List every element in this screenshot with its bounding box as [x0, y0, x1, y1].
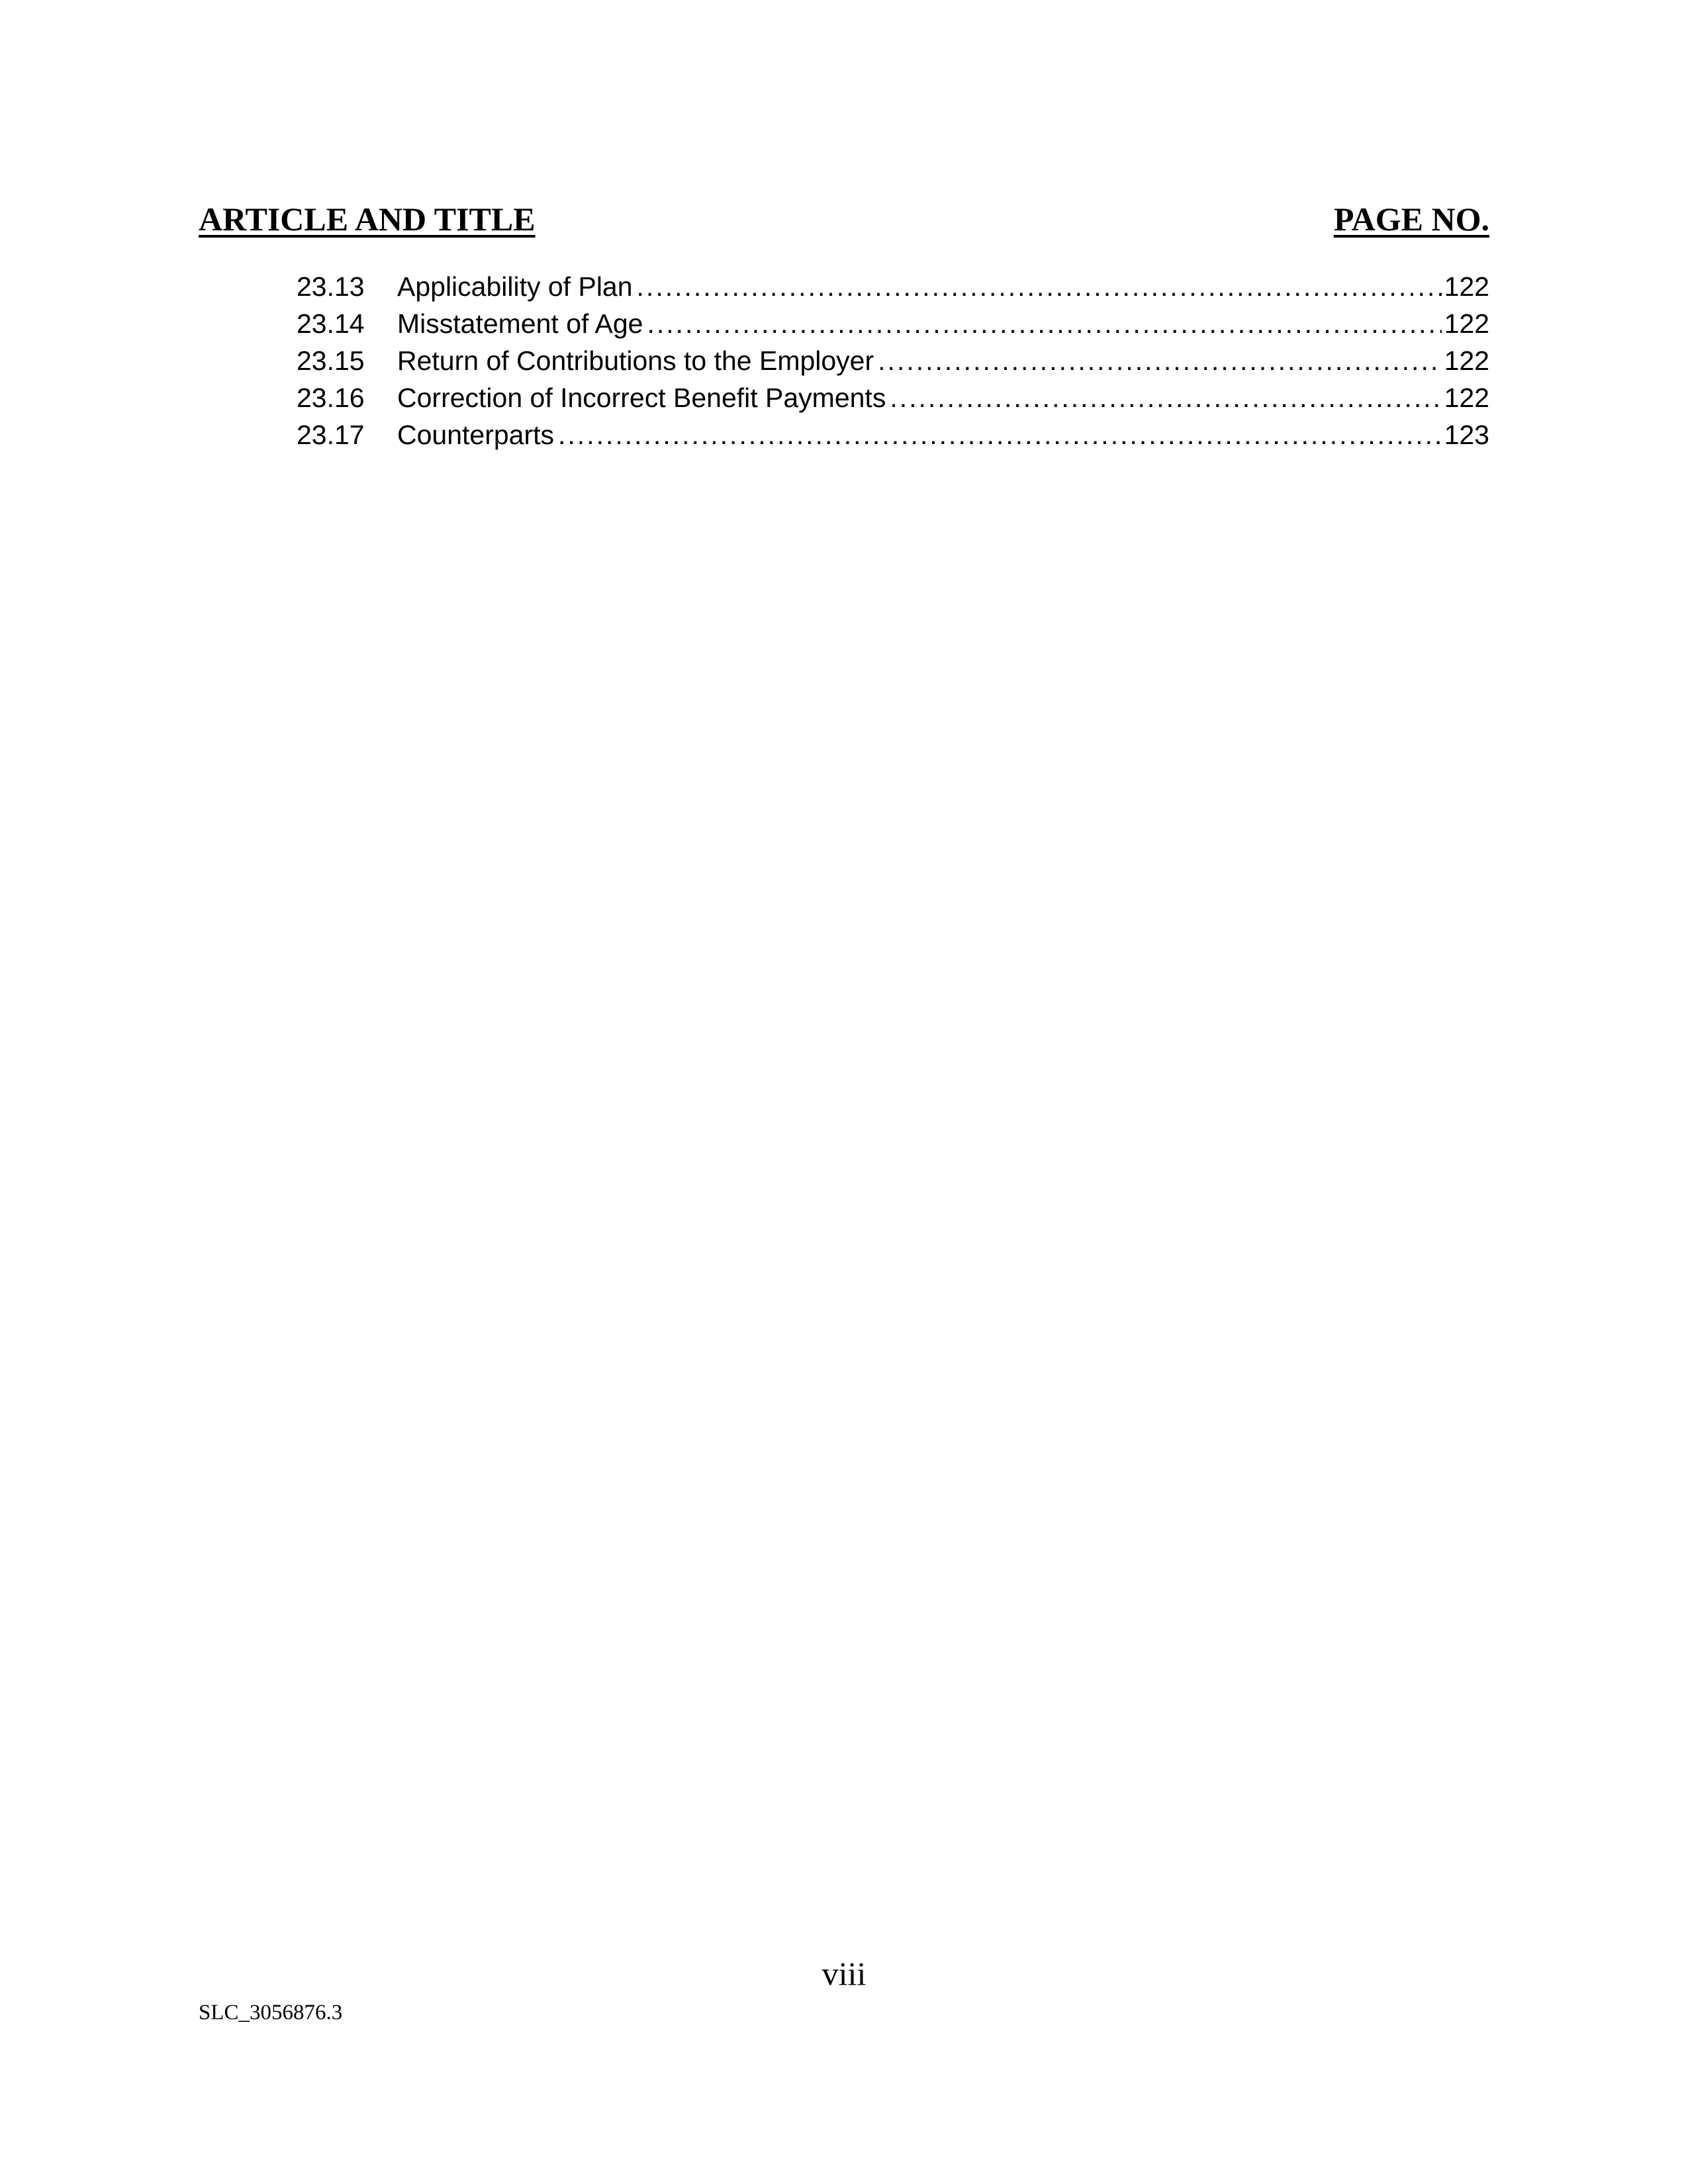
toc-entry-title: Misstatement of Age	[397, 308, 643, 339]
toc-entry-page: 122	[1444, 308, 1489, 339]
toc-entry-title: Counterparts	[397, 420, 555, 450]
toc-entry-page: 122	[1444, 271, 1489, 302]
toc-entry-title: Correction of Incorrect Benefit Payments	[397, 383, 886, 413]
dot-leader	[558, 416, 1442, 453]
toc-entry-page: 123	[1444, 420, 1489, 450]
toc-entry-title-wrap	[397, 305, 1442, 342]
toc-entry-number: 23.15	[297, 345, 365, 376]
toc-entry-number: 23.16	[297, 383, 365, 413]
toc-entry-number: 23.13	[297, 271, 365, 302]
toc-entry	[297, 305, 1489, 342]
toc-header	[199, 196, 1489, 242]
toc-entry-title: Return of Contributions to the Employer	[397, 345, 874, 376]
page-number: viii	[821, 1955, 867, 1992]
dot-leader	[647, 305, 1441, 342]
toc-entry	[297, 379, 1489, 416]
toc-header-article-title: ARTICLE AND TITLE	[199, 201, 536, 238]
dot-leader	[890, 379, 1441, 416]
toc-entry	[297, 416, 1489, 453]
toc-entry-page: 122	[1444, 345, 1489, 376]
toc-entry-page: 122	[1444, 383, 1489, 413]
dot-leader	[637, 268, 1442, 305]
toc-entry-title-wrap	[397, 342, 1442, 379]
toc-entry-title-wrap	[397, 379, 1442, 416]
toc-entry-number: 23.14	[297, 308, 365, 339]
toc-header-page-no: PAGE NO.	[1333, 201, 1489, 238]
toc-entry	[297, 268, 1489, 305]
toc-entry-title: Applicability of Plan	[397, 271, 633, 302]
toc-entry	[297, 342, 1489, 379]
toc-entry-title-wrap	[397, 416, 1442, 453]
dot-leader	[878, 342, 1441, 379]
document-id: SLC_3056876.3	[199, 2001, 343, 2025]
toc-entry-title-wrap	[397, 268, 1442, 305]
toc-list	[297, 268, 1489, 453]
toc-entry-number: 23.17	[297, 420, 365, 450]
